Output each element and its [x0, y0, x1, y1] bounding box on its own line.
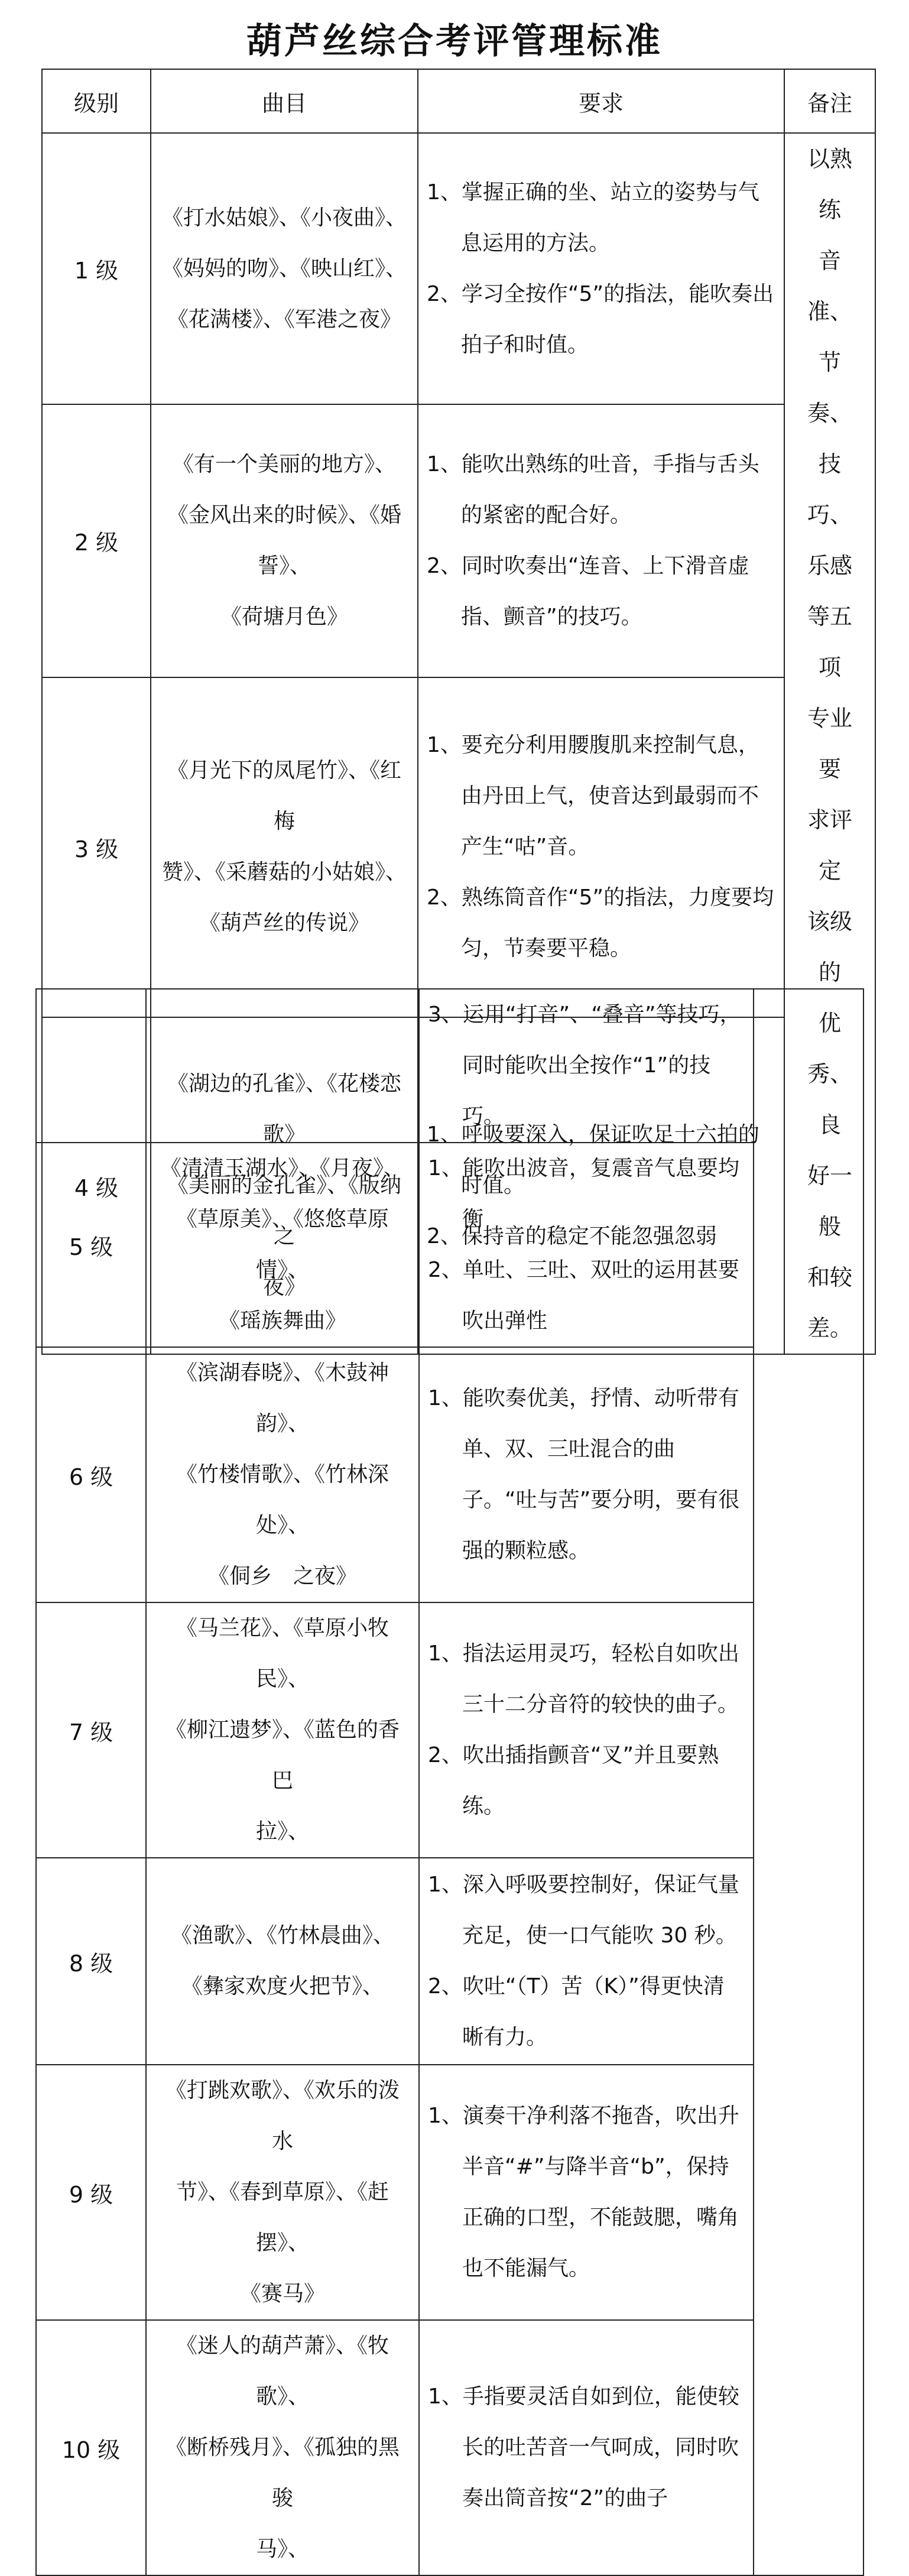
piece-line: 《金风出来的时候》、《婚誓》、 — [167, 502, 401, 578]
requirement-item: 3、运用“打音”、“叠音”等技巧，同时能吹出全按作“1”的技巧。 — [428, 1003, 741, 1128]
remarks-line: 该级的 — [807, 909, 852, 985]
pieces-cell — [146, 1143, 419, 1347]
header-remarks: 备注 — [784, 69, 875, 133]
table-row — [36, 2065, 863, 2320]
piece-line: 《迷人的葫芦萧》、《牧歌》、 — [176, 2334, 389, 2409]
piece-line: 《渔歌》、《竹林晨曲》、 — [170, 1923, 394, 1948]
requirement-item: 1、要充分利用腰腹肌来控制气息，由丹田上气，使音达到最弱而不产生“咕”音。 — [427, 733, 759, 859]
requirement-item: 2、保持音的稳定不能忽强忽弱 — [427, 1224, 717, 1249]
piece-line: 《有一个美丽的地方》、 — [172, 452, 396, 476]
requirements-cell — [418, 404, 784, 677]
level-cell: 6 级 — [36, 1347, 146, 1602]
piece-line: 《妈妈的吻》、《映山红》、 — [162, 256, 407, 281]
level-cell: 10 级 — [36, 2320, 146, 2575]
remarks-line: 好一般 — [807, 1163, 852, 1240]
table-row — [42, 677, 875, 1017]
piece-line: 《断桥残月》、《孤独的黑骏 — [165, 2435, 400, 2510]
header-pieces: 曲目 — [151, 69, 418, 133]
assessment-table-part-2 — [35, 988, 864, 2576]
requirements-cell — [419, 2065, 754, 2320]
piece-line: 《瑶族舞曲》 — [218, 1309, 346, 1333]
requirement-item: 1、指法运用灵巧，轻松自如吹出三十二分音符的较快的曲子。 — [428, 1641, 739, 1717]
piece-line: 《彝家欢度火把节》、 — [181, 1974, 384, 1998]
level-cell: 8 级 — [36, 1858, 146, 2065]
requirement-item: 2、单吐、三吐、双吐的运用甚要吹出弹性 — [428, 1258, 739, 1333]
remarks-line: 求评定 — [807, 807, 852, 884]
piece-line: 《月光下的凤尾竹》、《红梅 — [167, 758, 401, 834]
remarks-line: 音准、节 — [807, 248, 852, 375]
piece-line: 《湖边的孔雀》、《花楼恋歌》 — [167, 1072, 401, 1147]
piece-line: 马》、 — [255, 2537, 309, 2561]
piece-line: 《马兰花》、《草原小牧民》、 — [176, 1616, 389, 1691]
requirement-item: 1、手指要灵活自如到位，能使较长的吐苦音一气呵成，同时吹奏出筒音按“2”的曲子 — [428, 2384, 739, 2510]
piece-line: 《侗乡 之夜》 — [207, 1564, 357, 1588]
level-cell — [36, 989, 146, 1143]
remarks-line: 以熟练 — [807, 146, 852, 223]
requirement-item: 1、深入呼吸要控制好，保证气量充足，使一口气能吹 30 秒。 — [428, 1873, 739, 1948]
table-row — [36, 1858, 863, 2065]
piece-line: 《清清玉湖水》、《月夜》、 — [160, 1156, 405, 1180]
requirement-item: 2、吹出插指颤音“叉”并且要熟练。 — [428, 1743, 719, 1818]
piece-line: 《美丽的金孔雀》、《版纳之 — [167, 1173, 401, 1249]
table-row — [36, 2320, 863, 2575]
page-title: 葫芦丝综合考评管理标准 — [246, 21, 663, 62]
requirement-item: 1、掌握正确的坐、站立的姿势与气息运用的方法。 — [427, 180, 759, 255]
requirement-item: 2、熟练筒音作“5”的指法，力度要均匀，节奏要平稳。 — [427, 885, 774, 961]
requirements-cell — [419, 1347, 754, 1602]
piece-line: 《滨湖春晓》、《木鼓神韵》、 — [176, 1361, 389, 1436]
requirement-item: 1、能吹出波音，复震音气息要均衡 — [428, 1156, 739, 1231]
header-level: 级别 — [42, 69, 151, 133]
requirement-item: 1、能吹奏优美，抒情、动听带有单、双、三吐混合的曲子。“吐与苦”要分明，要有很强的颗粒感。 — [428, 1386, 740, 1563]
requirements-cell — [419, 989, 754, 1143]
level-cell: 2 级 — [42, 404, 151, 677]
requirement-item: 2、吹吐“（T）苦（K）”得更快清晰有力。 — [428, 1974, 725, 2049]
level-cell: 9 级 — [36, 2065, 146, 2320]
table-row — [36, 1602, 863, 1858]
table-row — [36, 1143, 863, 1347]
piece-line: 夜》 — [262, 1275, 306, 1300]
header-requirements: 要求 — [418, 69, 784, 133]
piece-line: 《柳江遗梦》、《蓝色的香巴 — [165, 1718, 400, 1793]
piece-line: 《花满楼》、《军港之夜》 — [167, 307, 401, 332]
requirements-cell — [419, 2320, 754, 2575]
remarks-line: 优秀、良 — [807, 1010, 852, 1138]
pieces-cell — [151, 677, 418, 1017]
pieces-cell — [146, 1602, 419, 1858]
requirement-item: 2、同时吹奏出“连音、上下滑音虚指、颤音”的技巧。 — [427, 553, 749, 629]
pieces-cell — [151, 133, 418, 404]
pieces-cell — [151, 404, 418, 677]
pieces-cell — [146, 1347, 419, 1602]
requirement-item: 1、演奏干净利落不拖沓，吹出升半音“#”与降半音“b”，保持正确的口型，不能鼓腮，嘴角也不能漏气。 — [428, 2104, 739, 2280]
piece-line: 《打水姑娘》、《小夜曲》、 — [162, 205, 407, 230]
level-cell: 5 级 — [36, 1143, 146, 1347]
level-cell: 1 级 — [42, 133, 151, 404]
pieces-cell — [146, 1858, 419, 2065]
remarks-line: 等五项 — [807, 604, 852, 680]
remarks-line: 奏、技 — [807, 400, 852, 477]
level-cell: 7 级 — [36, 1602, 146, 1858]
piece-line: 《葫芦丝的传说》 — [199, 911, 369, 936]
level-cell: 3 级 — [42, 677, 151, 1017]
pieces-cell — [146, 2320, 419, 2575]
piece-line: 《赛马》 — [239, 2282, 325, 2306]
table-row — [36, 989, 863, 1143]
pieces-cell — [146, 989, 419, 1143]
requirements-cell — [419, 1143, 754, 1347]
requirement-item: 2、学习全按作“5”的指法，能吹奏出拍子和时值。 — [427, 281, 774, 357]
piece-line: 赞》、《采蘑菇的小姑娘》、 — [162, 860, 407, 885]
requirement-item: 1、呼吸要深入，保证吹足十六拍的时值。 — [427, 1122, 759, 1198]
table-row — [42, 133, 875, 404]
piece-line: 《草原美》、《悠悠草原情》、 — [176, 1207, 389, 1282]
pieces-cell — [146, 2065, 419, 2320]
piece-line: 《荷塘月色》 — [220, 604, 348, 629]
requirements-cell — [419, 1858, 754, 2065]
requirements-cell — [419, 1602, 754, 1858]
piece-line: 《打跳欢歌》、《欢乐的泼水 — [165, 2078, 400, 2153]
remarks-cell-empty — [754, 989, 863, 2575]
requirement-item: 1、能吹出熟练的吐音，手指与舌头的紧密的配合好。 — [427, 452, 759, 527]
requirements-cell — [418, 677, 784, 1017]
remarks-line: 和较差。 — [807, 1264, 852, 1341]
piece-line: 拉》、 — [255, 1819, 309, 1844]
requirements-cell — [418, 133, 784, 404]
remarks-line: 巧、乐感 — [807, 502, 852, 579]
piece-line: 《竹楼情歌》、《竹林深处》、 — [176, 1462, 389, 1537]
table-row — [36, 1347, 863, 1602]
table-row — [42, 404, 875, 677]
remarks-line: 专业要 — [807, 705, 852, 782]
header-row — [42, 69, 875, 133]
level-cell: 4 级 — [42, 1017, 151, 1354]
piece-line: 节》、《春到草原》、《赶摆》、 — [176, 2180, 389, 2255]
